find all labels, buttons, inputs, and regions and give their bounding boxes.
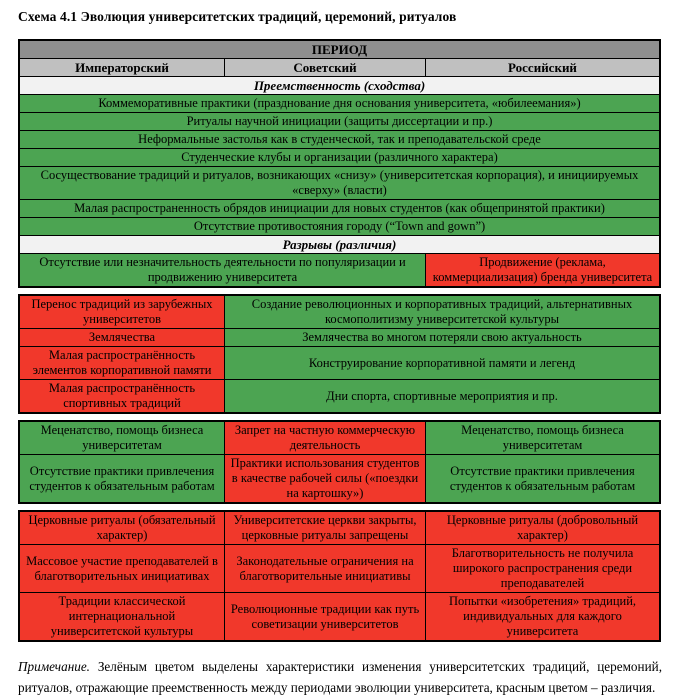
evolution-table-block-1 [18, 39, 661, 288]
table-cell: Попытки «изобретения» традиций, индивидуальных для каждого университета [426, 593, 659, 640]
table-cell: Традиции классической интернациональной университетской культуры [20, 593, 224, 640]
table-cell: Церковные ритуалы (добровольный характер) [426, 512, 659, 544]
table-cell: Массовое участие преподавателей в благотворительных инициативах [20, 545, 224, 592]
table-cell: Законодательные ограничения на благотворительные инициативы [225, 545, 425, 592]
table-cell: Революционные традиции как путь советизации университетов [225, 593, 425, 640]
table-cell: Землячества во многом потеряли свою актуальность [225, 329, 659, 346]
table-cell: Малая распространённость элементов корпоративной памяти [20, 347, 224, 379]
similarity-row-7: Отсутствие противостояния городу (“Town and gown”) [20, 218, 659, 235]
table-cell: Университетские церкви закрыты, церковные ритуалы запрещены [225, 512, 425, 544]
similarity-row-2: Ритуалы научной инициации (защиты диссертации и пр.) [20, 113, 659, 130]
note-lead: Примечание. [18, 659, 90, 674]
scheme-title: Схема 4.1 Эволюция университетских традиций, церемоний, ритуалов [18, 9, 457, 24]
table-cell: Запрет на частную коммерческую деятельность [225, 422, 425, 454]
column-header-russian: Российский [426, 59, 659, 76]
table-cell: Перенос традиций из зарубежных университетов [20, 296, 224, 328]
table-cell: Продвижение (реклама, коммерциализация) бренда университета [426, 254, 659, 286]
differences-header: Разрывы (различия) [20, 236, 659, 253]
table-cell: Меценатство, помощь бизнеса университетам [426, 422, 659, 454]
note [18, 656, 662, 698]
table-cell: Создание революционных и корпоративных традиций, альтернативных космополитизму университетской культуры [225, 296, 659, 328]
similarity-row-3: Неформальные застолья как в студенческой, так и преподавательской среде [20, 131, 659, 148]
table-cell: Отсутствие практики привлечения студентов к обязательным работам [20, 455, 224, 502]
table-cell: Малая распространённость спортивных традиций [20, 380, 224, 412]
evolution-table-block-3 [18, 420, 661, 504]
period-header: ПЕРИОД [20, 41, 659, 58]
table-cell: Церковные ритуалы (обязательный характер) [20, 512, 224, 544]
table-cell: Практики использования студентов в качестве рабочей силы («поездки на картошку») [225, 455, 425, 502]
similarity-row-5: Сосуществование традиций и ритуалов, возникающих «снизу» (университетская корпорация), и инициируемых «сверху» (власти) [20, 167, 659, 199]
evolution-table-block-2 [18, 294, 661, 414]
similarity-row-6: Малая распространенность обрядов инициации для новых студентов (как общепринятой практики) [20, 200, 659, 217]
evolution-table-block-4 [18, 510, 661, 642]
similarities-header: Преемственность (сходства) [20, 77, 659, 94]
table-cell: Благотворительность не получила широкого распространения среди преподавателей [426, 545, 659, 592]
column-header-imperial: Императорский [20, 59, 224, 76]
note-text: Зелёным цветом выделены характеристики изменения университетских традиций, церемоний, ритуалов, отражающие преемственность между периодами эволюции университета, красным цветом – различия. [18, 659, 662, 695]
table-cell: Отсутствие или незначительность деятельности по популяризации и продвижению университета [20, 254, 425, 286]
similarity-row-4: Студенческие клубы и организации (различного характера) [20, 149, 659, 166]
table-cell: Дни спорта, спортивные мероприятия и пр. [225, 380, 659, 412]
similarity-row-1: Коммеморативные практики (празднование дня основания университета, «юбилеемания») [20, 95, 659, 112]
table-cell: Отсутствие практики привлечения студентов к обязательным работам [426, 455, 659, 502]
column-header-soviet: Советский [225, 59, 425, 76]
table-cell: Конструирование корпоративной памяти и легенд [225, 347, 659, 379]
table-cell: Землячества [20, 329, 224, 346]
table-cell: Меценатство, помощь бизнеса университетам [20, 422, 224, 454]
